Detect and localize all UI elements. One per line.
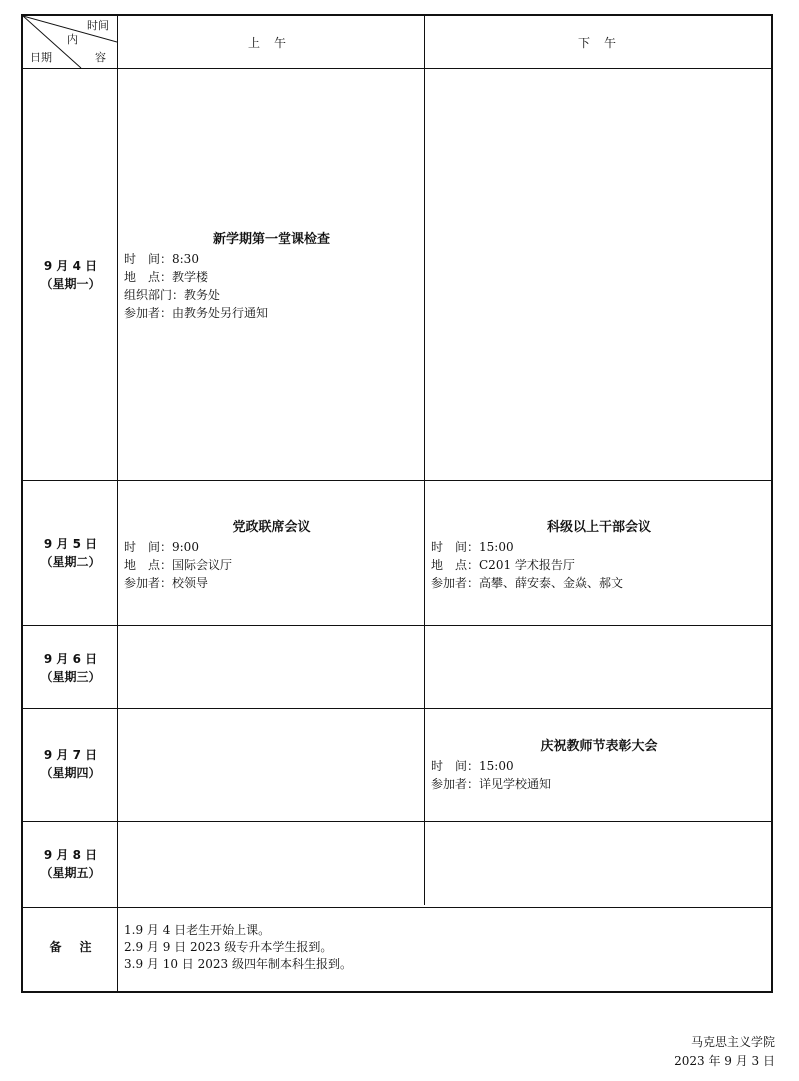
row-divider: [23, 907, 771, 908]
day-date: 9 月 4 日: [43, 259, 98, 273]
event-title: 新学期第一堂课检查: [212, 232, 330, 247]
event-title: 党政联席会议: [232, 520, 311, 535]
event-detail: 时 间：15:00: [431, 540, 514, 554]
event-detail: 参加者：高攀、薛安泰、金焱、郝文: [431, 576, 624, 590]
day-weekday: （星期二）: [40, 555, 101, 569]
col-divider: [117, 16, 118, 991]
event-detail: 参加者：校领导: [124, 576, 209, 590]
row-divider: [23, 821, 771, 822]
event-tue-am: [124, 519, 419, 592]
remarks-label: 备注: [49, 940, 110, 954]
day-date: 9 月 5 日: [43, 537, 98, 551]
footer-date: 2023 年 9 月 3 日: [674, 1054, 775, 1068]
row-divider: [23, 708, 771, 709]
day-date: 9 月 8 日: [43, 848, 98, 862]
day-label-tue: [23, 535, 118, 571]
col-divider: [424, 16, 425, 905]
day-weekday: （星期三）: [40, 670, 101, 684]
corner-content-top-label: 内: [67, 33, 78, 46]
corner-date-label: 日期: [30, 51, 52, 64]
day-date: 9 月 6 日: [43, 652, 98, 666]
day-label-fri: [23, 846, 118, 882]
corner-content-bottom-label: 容: [95, 51, 106, 64]
event-thu-pm: [431, 738, 767, 793]
day-weekday: （星期一）: [40, 277, 101, 291]
corner-time-label: 时间: [87, 19, 109, 32]
event-detail: 参加者：详见学校通知: [431, 777, 552, 791]
day-label-wed: [23, 650, 118, 686]
day-weekday: （星期五）: [40, 866, 101, 880]
afternoon-header: 下 午: [578, 36, 618, 50]
row-divider: [23, 68, 771, 69]
schedule-table: [21, 14, 773, 993]
morning-header: 上 午: [248, 36, 288, 50]
event-detail: 地 点：教学楼: [124, 270, 209, 284]
event-tue-pm: [431, 519, 767, 592]
row-divider: [23, 625, 771, 626]
day-label-thu: [23, 746, 118, 782]
remark-item: 3.9 月 10 日 2023 级四年制本科生报到。: [124, 957, 352, 971]
event-mon-am: [124, 231, 419, 322]
event-detail: 参加者：由教务处另行通知: [124, 306, 269, 320]
footer-org: 马克思主义学院: [690, 1035, 775, 1049]
event-detail: 地 点：国际会议厅: [124, 558, 233, 572]
event-title: 科级以上干部会议: [546, 520, 651, 535]
event-detail: 时 间：15:00: [431, 759, 514, 773]
event-detail: 时 间：8:30: [124, 252, 199, 266]
remarks-list: [124, 922, 352, 973]
remark-item: 2.9 月 9 日 2023 级专升本学生报到。: [124, 940, 333, 954]
day-weekday: （星期四）: [40, 766, 101, 780]
event-detail: 组织部门：教务处: [124, 288, 221, 302]
event-detail: 时 间：9:00: [124, 540, 199, 554]
event-detail: 地 点：C201 学术报告厅: [431, 558, 575, 572]
day-label-mon: [23, 257, 118, 293]
row-divider: [23, 480, 771, 481]
day-date: 9 月 7 日: [43, 748, 98, 762]
event-title: 庆祝教师节表彰大会: [540, 739, 658, 754]
remark-item: 1.9 月 4 日老生开始上课。: [124, 923, 271, 937]
